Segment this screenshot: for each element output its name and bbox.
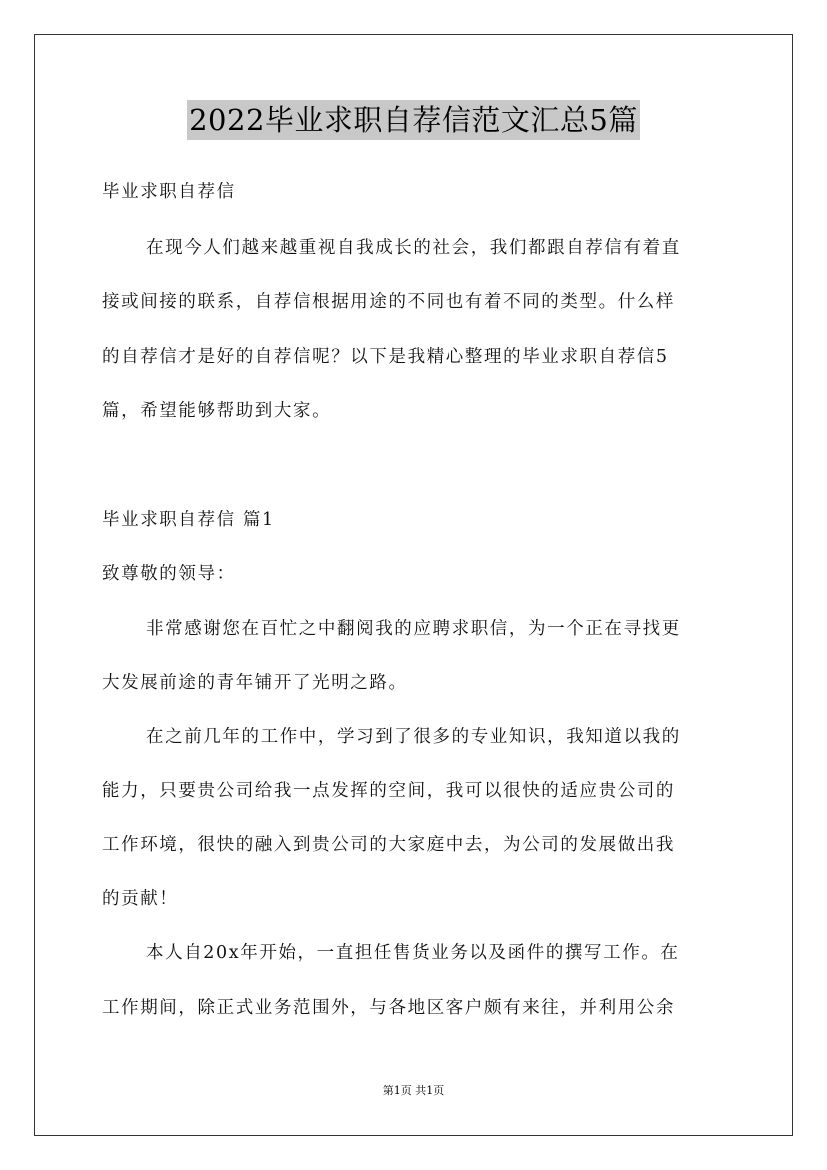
title-container <box>0 100 827 140</box>
paragraph-line: 能力，只要贵公司给我一点发挥的空间，我可以很快的适应贵公司的 <box>102 781 675 801</box>
paragraph-line: 在之前几年的工作中，学习到了很多的专业知识，我知道以我的 <box>146 727 681 747</box>
salutation: 致尊敬的领导： <box>102 564 236 584</box>
paragraph-line: 本人自20x年开始，一直担任售货业务以及函件的撰写工作。在 <box>146 943 680 963</box>
paragraph-line: 篇，希望能够帮助到大家。 <box>102 401 332 421</box>
paragraph-line: 在现今人们越来越重视自我成长的社会，我们都跟自荐信有着直 <box>146 238 681 258</box>
document-title: 2022毕业求职自荐信范文汇总5篇 <box>187 100 640 140</box>
paragraph-line: 接或间接的联系，自荐信根据用途的不同也有着不同的类型。什么样 <box>102 292 675 312</box>
page-number-footer: 第1页 共1页 <box>382 1084 445 1097</box>
paragraph-line: 的自荐信才是好的自荐信呢？以下是我精心整理的毕业求职自荐信5 <box>102 347 669 367</box>
paragraph-line: 大发展前途的青年铺开了光明之路。 <box>102 673 408 693</box>
section-heading: 毕业求职自荐信 <box>102 182 236 202</box>
paragraph-line: 非常感谢您在百忙之中翻阅我的应聘求职信，为一个正在寻找更 <box>146 619 681 639</box>
paragraph-line: 工作期间，除正式业务范围外，与各地区客户颇有来往，并利用公余 <box>102 998 675 1018</box>
paragraph-line: 的贡献！ <box>102 889 179 909</box>
section-heading: 毕业求职自荐信 篇1 <box>102 510 275 530</box>
paragraph-line: 工作环境，很快的融入到贵公司的大家庭中去，为公司的发展做出我 <box>102 835 675 855</box>
